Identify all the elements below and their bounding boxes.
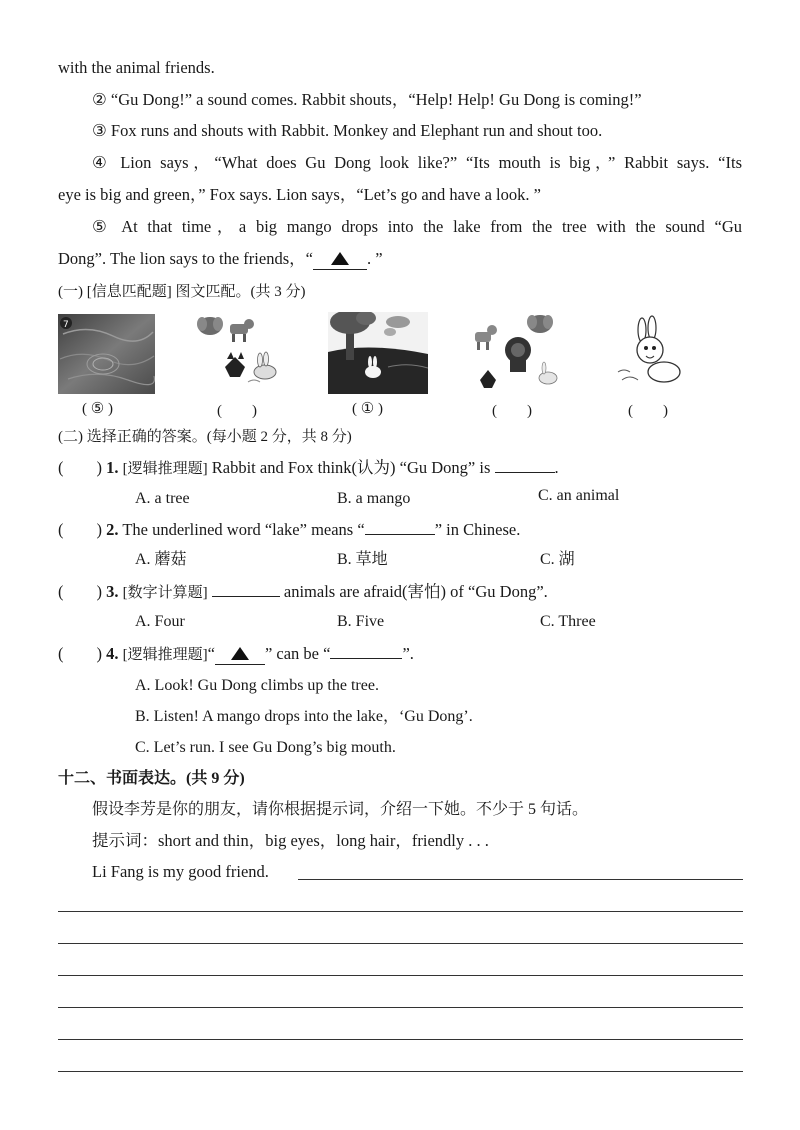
option-2c[interactable]: C. 湖 — [540, 551, 575, 568]
question-tag-1: [逻辑推理题] — [122, 461, 208, 477]
part1-title: (一) [信息匹配题] 图文匹配。(共 3 分) — [58, 284, 306, 300]
story-blank — [313, 249, 367, 270]
option-1b[interactable]: B. a mango — [337, 490, 411, 507]
option-3b[interactable]: B. Five — [337, 613, 385, 630]
story-paragraph-3: ③ Fox runs and shouts with Rabbit. Monkey and Elephant run and shout too. — [92, 121, 603, 140]
writing-line-2[interactable] — [58, 911, 743, 912]
question-text-3: animals are afraid(害怕) of “Gu Dong”. — [283, 582, 548, 601]
question-text-4-end: ”. — [402, 644, 414, 663]
option-2a[interactable]: A. 蘑菇 — [135, 551, 187, 568]
answer-blank-3[interactable] — [212, 596, 280, 597]
option-4a[interactable]: A. Look! Gu Dong climbs up the tree. — [135, 677, 379, 694]
story-line-0: with the animal friends. — [58, 58, 215, 77]
question-end-1: . — [554, 458, 559, 477]
writing-line-4[interactable] — [58, 975, 743, 976]
option-1a[interactable]: A. a tree — [135, 490, 190, 507]
svg-text:7: 7 — [63, 320, 69, 330]
writing-line-6[interactable] — [58, 1039, 743, 1040]
story-paragraph-2: ② “Gu Dong!” a sound comes. Rabbit shouts，“Help! Help! Gu Dong is coming!” — [92, 90, 642, 109]
rabbit-running-icon — [612, 314, 692, 394]
question-4-quote-open: “ — [207, 644, 215, 663]
tree-lake-rabbit-icon — [328, 312, 428, 394]
answer-blank-1[interactable] — [495, 472, 555, 473]
answer-paren-1[interactable]: ( ) — [58, 458, 102, 477]
story-p5b-post: . ” — [366, 249, 383, 268]
question-2 — [58, 520, 520, 540]
answer-paren-4[interactable]: ( ) — [58, 644, 102, 663]
image-label-3: ( ① ) — [352, 401, 383, 417]
image-label-2: ( ) — [217, 403, 257, 419]
part2-title: (二) 选择正确的答案。(每小题 2 分，共 8 分) — [58, 429, 352, 445]
question-text-2-post: ” in Chinese. — [434, 520, 521, 539]
answer-blank-4[interactable] — [330, 658, 402, 659]
option-3c[interactable]: C. Three — [540, 613, 596, 630]
answer-blank-2[interactable] — [365, 534, 435, 535]
question-number-4: 4. — [106, 644, 119, 663]
question-text-4-mid: ” can be “ — [264, 644, 331, 663]
option-4b[interactable]: B. Listen! A mango drops into the lake，‘Gu Dong’. — [135, 708, 473, 725]
writing-line-3[interactable] — [58, 943, 743, 944]
question-tag-3: [数字计算题] — [122, 585, 208, 601]
triangle-icon — [331, 252, 349, 265]
answer-paren-2[interactable]: ( ) — [58, 520, 102, 539]
lion-group-icon — [470, 310, 570, 394]
writing-title: 十二、书面表达。(共 9 分) — [58, 770, 245, 787]
question-number-1: 1. — [106, 458, 119, 477]
question-tag-4: [逻辑推理题] — [122, 647, 208, 663]
answer-paren-3[interactable]: ( ) — [58, 582, 102, 601]
lake-photo-icon — [58, 314, 155, 394]
question-4 — [58, 644, 414, 665]
question-text-2-pre: The underlined word “lake” means “ — [122, 520, 365, 539]
writing-line-1[interactable] — [298, 879, 743, 880]
writing-prompt: 假设李芳是你的朋友，请你根据提示词，介绍一下她。不少于 5 句话。 — [92, 801, 589, 818]
triangle-icon — [231, 647, 249, 660]
writing-line-5[interactable] — [58, 1007, 743, 1008]
option-3a[interactable]: A. Four — [135, 613, 185, 630]
question-4-triangle-blank — [215, 644, 265, 665]
story-p5b-pre: Dong”. The lion says to the friends，“ — [58, 249, 313, 268]
option-4c[interactable]: C. Let’s run. I see Gu Dong’s big mouth. — [135, 739, 396, 756]
image-label-1: ( ⑤ ) — [82, 401, 113, 417]
image-label-4: ( ) — [492, 403, 532, 419]
image-label-5: ( ) — [628, 403, 668, 419]
animals-running-icon — [190, 312, 290, 394]
question-1 — [58, 458, 559, 479]
story-paragraph-4a: ④ Lion says，“What does Gu Dong look like?” “Its mouth is big，” Rabbit says. “Its — [92, 153, 742, 172]
story-paragraph-4b: eye is big and green，” Fox says. Lion says，“Let’s go and have a look. ” — [58, 185, 541, 204]
writing-start: Li Fang is my good friend. — [92, 862, 269, 881]
question-number-2: 2. — [106, 520, 119, 539]
question-text-1: Rabbit and Fox think(认为) “Gu Dong” is — [211, 458, 491, 477]
question-number-3: 3. — [106, 582, 119, 601]
question-3 — [58, 582, 548, 603]
writing-hints: 提示词：short and thin，big eyes，long hair，friendly . . . — [92, 831, 489, 850]
option-2b[interactable]: B. 草地 — [337, 551, 388, 568]
story-paragraph-5b — [58, 249, 383, 270]
writing-line-7[interactable] — [58, 1071, 743, 1072]
option-1c[interactable]: C. an animal — [538, 487, 620, 504]
story-paragraph-5a: ⑤ At that time，a big mango drops into the lake from the tree with the sound “Gu — [92, 217, 742, 236]
